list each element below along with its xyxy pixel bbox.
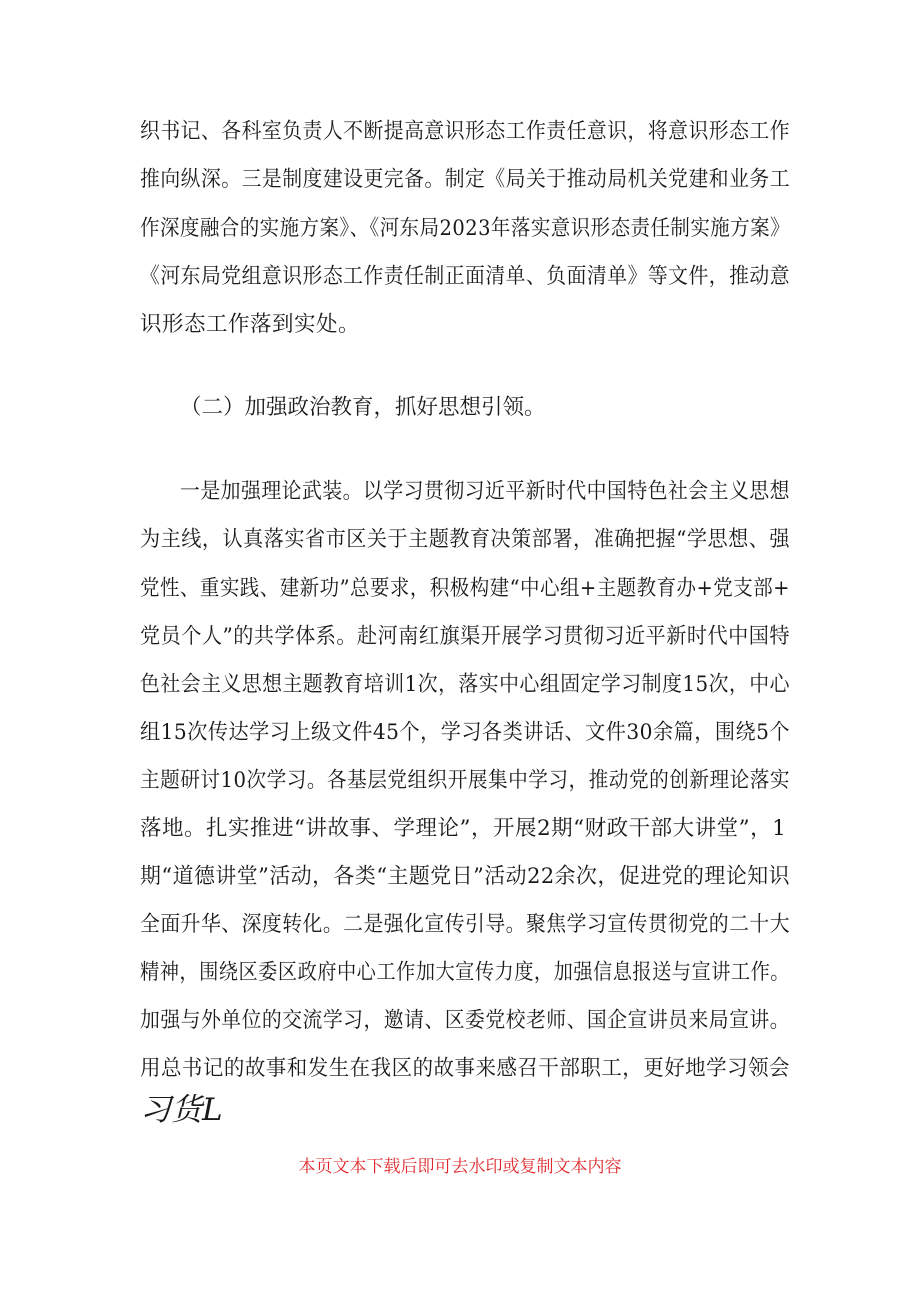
paragraph-2-line: 全面升华、深度转化。二是强化宣传引导。聚焦学习宣传贯彻党的二十大 bbox=[140, 912, 791, 937]
paragraph-2-line: 党性、重实践、建新功”总要求，积极构建“中心组+主题教育办+党支部+ bbox=[140, 576, 790, 601]
paragraph-1-line: 《河东局党组意识形态工作责任制正面清单、负面清单》等文件，推动意 bbox=[140, 264, 791, 289]
paragraph-1-line: 推向纵深。三是制度建设更完备。制定《局关于推动局机关党建和业务工 bbox=[140, 167, 791, 192]
paragraph-2-line: 主题研讨10次学习。各基层党组织开展集中学习，推动党的创新理论落实 bbox=[140, 768, 790, 793]
paragraph-2-line: 党员个人”的共学体系。赴河南红旗渠开展学习贯彻习近平新时代中国特 bbox=[140, 624, 791, 649]
paragraph-2-line: 落地。扎实推进“讲故事、学理论”，开展2期“财政干部大讲堂”，1 bbox=[140, 816, 787, 841]
paragraph-2-line: 一是加强理论武装。以学习贯彻习近平新时代中国特色社会主义思想 bbox=[180, 479, 790, 504]
paragraph-2-line: 期“道德讲堂”活动，各类“主题党日”活动22余次，促进党的理论知识 bbox=[140, 864, 791, 889]
paragraph-2-line: 加强与外单位的交流学习，邀请、区委党校老师、国企宣讲员来局宣讲。 bbox=[140, 1008, 791, 1033]
paragraph-2-line: 色社会主义思想主题教育培训1次，落实中心组固定学习制度15次，中心 bbox=[140, 672, 790, 697]
handwritten-fragment: 习货L bbox=[140, 1092, 223, 1128]
paragraph-1-line: 织书记、各科室负责人不断提高意识形态工作责任意识，将意识形态工作 bbox=[140, 119, 791, 144]
paragraph-2-line: 用总书记的故事和发生在我区的故事来感召干部职工，更好地学习领会 bbox=[140, 1056, 791, 1081]
paragraph-2-line: 精神，围绕区委区政府中心工作加大宣传力度，加强信息报送与宣讲工作。 bbox=[140, 960, 791, 985]
paragraph-2-line: 为主线，认真落实省市区关于主题教育决策部署，准确把握“学思想、强 bbox=[140, 527, 791, 552]
paragraph-1-line: 作深度融合的实施方案》、《河东局2023年落实意识形态责任制实施方案》 bbox=[140, 216, 791, 241]
paragraph-2-line: 组15次传达学习上级文件45个，学习各类讲话、文件30余篇，围绕5个 bbox=[140, 720, 791, 745]
paragraph-1-line: 识形态工作落到实处。 bbox=[140, 312, 361, 337]
watermark-notice: 本页文本下载后即可去水印或复制文本内容 bbox=[298, 1157, 622, 1177]
section-heading: （二）加强政治教育，抓好思想引领。 bbox=[180, 395, 546, 420]
